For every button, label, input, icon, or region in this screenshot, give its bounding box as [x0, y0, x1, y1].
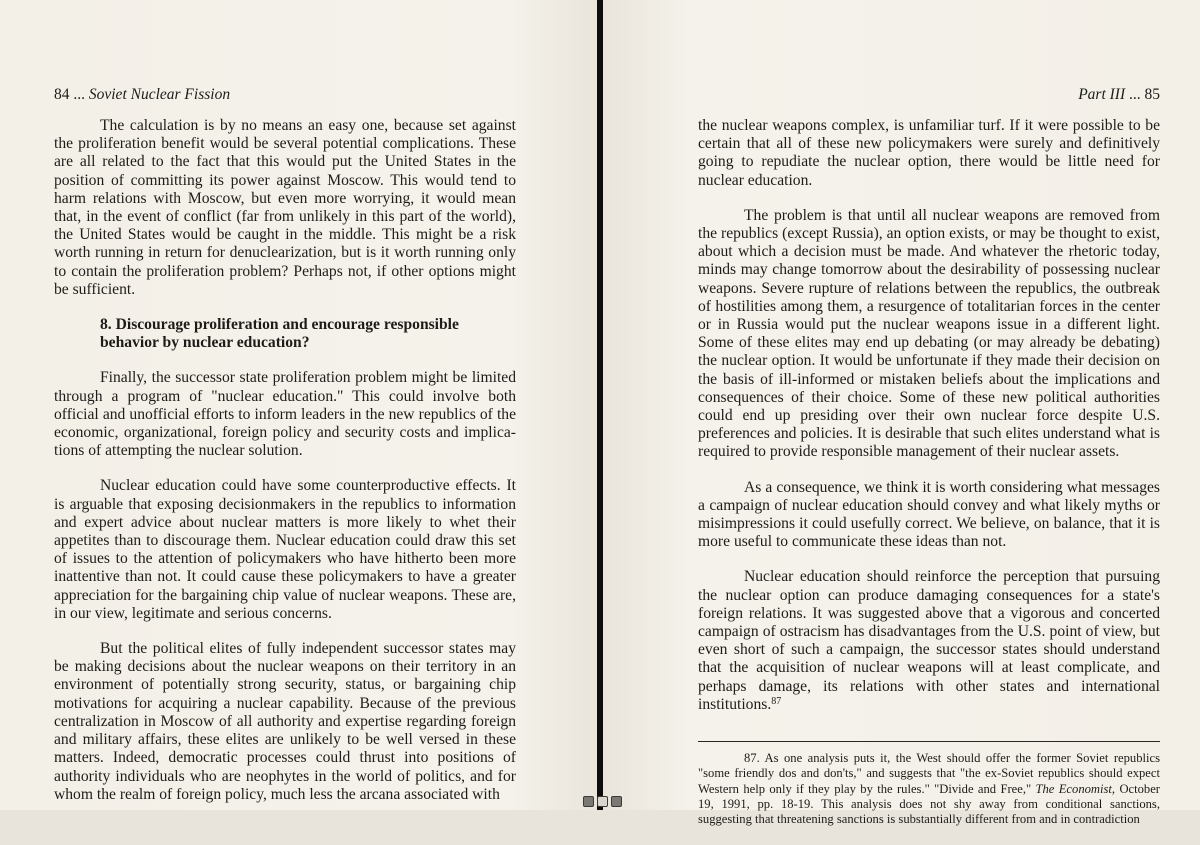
right-page-number: ... 85 — [1129, 86, 1160, 103]
page-dot[interactable] — [583, 796, 594, 807]
footnote-divider — [698, 741, 1160, 742]
paragraph: Nuclear education could have some counterproductive effects. It is arguable that exposing decisionmakers in the republics to information and expert advice about nuclear matters is more likely to whet their appetites than to discourage them. Nuclear education could draw this set of issues to the attention of policymakers who have hitherto been more inattentive than not. It could cause these policymakers to have a greater appreciation for the bargaining chip value of nuclear weapons. These are, in our view, legitimate and serious concerns. — [54, 477, 516, 622]
right-text-column — [698, 117, 1160, 845]
paragraph-text: Nuclear education should reinforce the perception that pursuing the nuclear option can produce damaging consequences for a state's foreign relations. It was suggested above that a vigorous and concerted campaign of ostracism has disadvantages from the U.S. point of view, but even short of such a campaign, the successor states should understand that the acquisition of nuclear weapons will at least complicate, and perhaps damage, its relations with other states and international institutions. — [698, 568, 1160, 713]
page-dot[interactable] — [611, 796, 622, 807]
paragraph: the nuclear weapons complex, is unfamiliar turf. If it were possible to be certain that all of these new policymakers were surely and definitively going to repudiate the nuclear option, there would be little need for nuclear education. — [698, 117, 1160, 189]
paragraph: The problem is that until all nuclear weapons are removed from the republics (except Russia), an option exists, or may be thought to exist, about which a decision must be made. And whatever the rhetoric today, minds may change tomorrow about the desirability of possessing nuclear weapons. Severe rupture of relations between the republics, the outbreak of hostilities among them, a resurgence of totalitarian forces in the center or in Russia would put the nuclear weapons issue in a different light. Some of these elites may end up debating (or may already be debating) the nuclear option. It would be unfortunate if they made their decision on the basis of ill-informed or mistaken beliefs about the implications and consequences of their choice. Some of these new political authorities could end up presiding over their own nuclear force despite U.S. preferences and policies. It is desirable that such elites understand what is required to provide responsible management of their nuclear assets. — [698, 206, 1160, 461]
right-running-header — [1078, 86, 1160, 104]
footnote — [698, 751, 1160, 827]
footnote-ref: 87 — [771, 695, 782, 707]
left-header-title: Soviet Nuclear Fission — [88, 86, 231, 103]
paragraph — [698, 568, 1160, 714]
paragraph: The calculation is by no means an easy one, because set against the proliferation benefit would be several potential complications. These are all related to the fact that this would put the United States in the position of committing its power against Moscow. This would tend to harm relations with Moscow, but even more worrying, it would mean that, in the event of conflict (far from unlikely in this part of the world), the United States would be caught in the middle. This might be a risk worth running in return for denuclearization, but is it worth running only to contain the proliferation problem? Perhaps not, if other options might be sufficient. — [54, 117, 516, 298]
footnote-text-cont: October 19, 1991, pp. 18-19. This analysis does not shy away from conditional sanctions, suggesting that threatening sanctions is substantially different from and in contradiction — [698, 781, 1160, 827]
paragraph: As a consequence, we think it is worth considering what messages a campaign of nuclear education should convey and what likely myths or misimpressions it could usefully correct. We believe, on balance, that it is more useful to communicate these ideas than not. — [698, 478, 1160, 551]
section-heading: 8. Discourage proliferation and encourage responsible behavior by nuclear education? — [100, 316, 459, 352]
paragraph: Finally, the successor state proliferation problem might be limited through a program of "nuclear education." This could involve both official and unofficial efforts to inform leaders in the new republics of the economic, organizational, foreign policy and security costs and implica-tions of attempting the nuclear solution. — [54, 369, 516, 460]
page-indicator — [583, 796, 622, 807]
page-dot-active[interactable] — [597, 796, 608, 807]
footnote-text: 87. As one analysis puts it, the West should offer the former Soviet republics "some friendly dos and don'ts," and suggests that "the ex-Soviet republics should expect Western help only if they play by the rules." "Divide and Free," — [698, 751, 1160, 796]
left-page-number: 84 ... — [54, 86, 85, 103]
footnote-source: The Economist, — [1035, 781, 1116, 796]
left-page — [0, 0, 597, 810]
right-header-title: Part III — [1078, 86, 1126, 103]
right-page — [603, 0, 1200, 827]
left-text-column — [54, 117, 516, 821]
left-running-header — [54, 86, 230, 104]
paragraph: But the political elites of fully independent successor states may be making decisions about the nuclear weapons on their territory in an environment of potentially strong security, status, or bargaining chip motivations for acquiring a nuclear capability. Because of the previous centralization in Moscow of all authority and expertise regarding foreign and military affairs, these elites are unlikely to be well versed in these matters. Indeed, democratic processes could thrust into positions of authority individuals who are neophytes in the world of politics, and for whom the realm of foreign policy, much less the arcana associated with — [54, 640, 516, 803]
